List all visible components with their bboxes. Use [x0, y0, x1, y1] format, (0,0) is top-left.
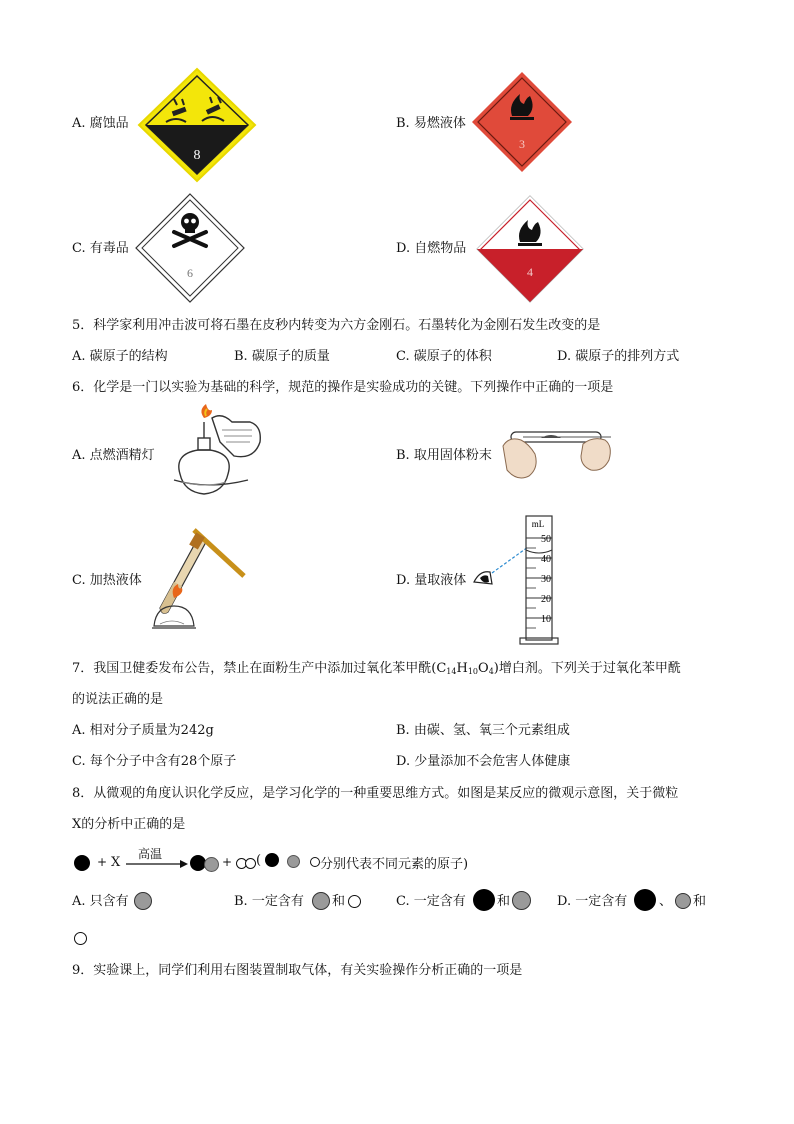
option-a-corrosive	[72, 115, 129, 133]
q7-option-d	[396, 753, 570, 771]
option-text: 取用固体粉末	[413, 448, 492, 463]
option-letter: D.	[396, 573, 411, 588]
q7-option-a	[72, 722, 214, 740]
option-letter: D.	[396, 754, 411, 769]
option-letter: D.	[557, 349, 572, 364]
white-atom-icon	[348, 895, 361, 908]
option-letter: C.	[396, 349, 410, 364]
option-letter: C.	[72, 754, 86, 769]
q5-option-a	[72, 348, 168, 366]
option-text: 碳原子的体积	[413, 349, 492, 364]
subscript: 4	[488, 667, 494, 676]
option-letter: D.	[557, 894, 572, 909]
question-7-stem	[72, 660, 681, 681]
question-5-stem: 5．科学家利用冲击波可将石墨在皮秒内转变为六方金刚石。石墨转化为金刚石发生改变的是	[72, 318, 601, 333]
q7-option-c	[72, 753, 236, 771]
q7-option-b	[396, 722, 570, 740]
option-text: 碳原子的结构	[89, 349, 168, 364]
conjunction-text: 和	[332, 894, 346, 909]
measuring-cylinder-icon	[516, 512, 560, 646]
option-text: 由碳、氢、氧三个元素组成	[413, 723, 570, 738]
conjunction-text: 、	[659, 894, 673, 909]
grey-atom-icon	[675, 893, 691, 909]
sign-number: 4	[527, 265, 533, 279]
cylinder-unit-label: mL	[531, 519, 545, 529]
black-atom-icon	[265, 853, 279, 867]
conjunction-text: 和	[693, 894, 707, 909]
grey-atom-icon	[287, 855, 300, 868]
grey-atom-icon	[512, 891, 531, 910]
solid-powder-test-tube-icon	[503, 418, 615, 486]
eye-reading-icon	[472, 568, 494, 588]
question-9-stem: 9．实验课上，同学们利用右图装置制取气体，有关实验操作分析正确的一项是	[72, 963, 523, 978]
stem-text: )增白剂。下列关于过氧化苯甲酰	[493, 661, 681, 676]
plus-sign: +	[222, 855, 233, 869]
option-text: 一定含有	[575, 894, 628, 909]
black-atom-icon	[473, 889, 495, 911]
option-text: 只含有	[89, 894, 129, 909]
q6-option-d	[396, 572, 466, 590]
q8-option-a	[72, 893, 129, 911]
formula-element: H	[456, 661, 468, 676]
reactant-x: X	[111, 855, 121, 870]
option-letter: B.	[234, 349, 248, 364]
q6-option-c	[72, 572, 142, 590]
cylinder-tick-label: 50	[541, 534, 551, 545]
corrosive-sign-icon	[136, 67, 258, 183]
option-letter: A.	[72, 894, 86, 909]
question-7-stem-line2: 的说法正确的是	[72, 692, 164, 707]
option-letter: A.	[72, 448, 86, 463]
option-text: 腐蚀品	[89, 116, 129, 131]
white-atom-icon	[310, 857, 320, 867]
stem-text: 7．我国卫健委发布公告，禁止在面粉生产中添加过氧化苯甲酰(C	[72, 661, 447, 676]
option-text: 少量添加不会危害人体健康	[414, 754, 571, 769]
q5-option-c	[396, 348, 492, 366]
grey-atom-icon	[134, 892, 152, 910]
toxic-sign-icon	[134, 192, 246, 304]
grey-atom-icon	[204, 857, 219, 872]
q5-option-b	[234, 348, 330, 366]
option-letter: A.	[72, 349, 86, 364]
option-text: 有毒品	[89, 241, 129, 256]
option-text: 量取液体	[414, 573, 467, 588]
legend-open-paren: (	[256, 853, 262, 868]
reaction-condition: 高温	[138, 847, 163, 861]
option-text: 一定含有	[413, 894, 466, 909]
option-d-spontaneous	[396, 240, 466, 258]
flammable-liquid-sign-icon	[470, 70, 574, 174]
cylinder-tick-label: 10	[541, 614, 551, 625]
option-text: 碳原子的排列方式	[575, 349, 680, 364]
option-letter: D.	[396, 241, 411, 256]
option-text: 一定含有	[251, 894, 304, 909]
option-text: 每个分子中含有28个原子	[89, 754, 237, 769]
plus-sign: +	[97, 855, 108, 869]
heating-liquid-icon	[148, 528, 248, 638]
cylinder-tick-label: 20	[541, 594, 551, 605]
sign-number: 8	[193, 148, 201, 163]
option-c-toxic	[72, 240, 129, 258]
question-8-stem-line2: X的分析中正确的是	[72, 817, 186, 832]
q6-option-a	[72, 447, 155, 465]
black-atom-icon	[74, 855, 90, 871]
option-text: 点燃酒精灯	[89, 448, 155, 463]
question-8-stem: 8．从微观的角度认识化学反应，是学习化学的一种重要思维方式。如图是某反应的微观示意图，关于微粒	[72, 786, 679, 801]
q8-option-b	[234, 893, 304, 911]
grey-atom-icon	[312, 892, 330, 910]
subscript: 14	[446, 667, 457, 676]
cylinder-tick-label: 30	[541, 574, 551, 585]
alcohol-lamp-lighting-icon	[160, 408, 272, 504]
option-text: 自燃物品	[414, 241, 467, 256]
option-letter: A.	[72, 116, 86, 131]
option-text: 加热液体	[89, 573, 142, 588]
q5-option-d	[557, 348, 679, 366]
option-letter: C.	[72, 573, 86, 588]
sign-number: 3	[519, 137, 525, 151]
option-letter: B.	[396, 116, 410, 131]
option-letter: B.	[396, 723, 410, 738]
legend-text: 分别代表不同元素的原子)	[320, 857, 469, 872]
white-atom-icon	[74, 932, 87, 945]
conjunction-text: 和	[497, 894, 511, 909]
cylinder-tick-label: 40	[541, 554, 551, 565]
q8-option-c	[396, 893, 466, 911]
option-b-flammable-liquid	[396, 115, 466, 133]
subscript: 10	[467, 667, 479, 676]
option-letter: C.	[72, 241, 86, 256]
option-letter: B.	[234, 894, 248, 909]
option-letter: B.	[396, 448, 410, 463]
sign-number: 6	[187, 266, 193, 280]
q8-option-d	[557, 893, 627, 911]
formula-element: O	[478, 661, 489, 676]
white-atom-icon	[245, 858, 256, 869]
q6-option-b	[396, 447, 492, 465]
option-text: 相对分子质量为242g	[89, 723, 214, 738]
spontaneous-combustion-sign-icon	[475, 194, 585, 304]
reaction-arrow	[126, 860, 188, 868]
question-6-stem: 6．化学是一门以实验为基础的科学，规范的操作是实验成功的关键。下列操作中正确的一项是	[72, 380, 614, 395]
black-atom-icon	[634, 889, 656, 911]
option-text: 碳原子的质量	[251, 349, 330, 364]
option-letter: A.	[72, 723, 86, 738]
option-letter: C.	[396, 894, 410, 909]
option-text: 易燃液体	[413, 116, 466, 131]
